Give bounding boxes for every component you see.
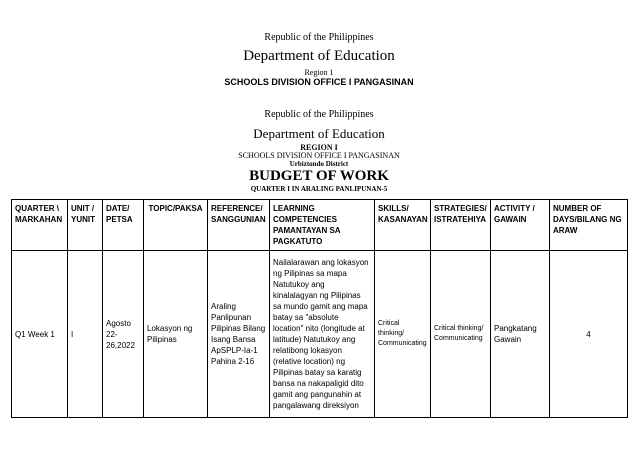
republic-text-1: Republic of the Philippines: [264, 32, 374, 43]
region-text-1: Region 1: [304, 68, 334, 77]
header-date: DATE/ PETSA: [103, 200, 144, 251]
cell-topic: Lokasyon ng Pilipinas: [144, 251, 208, 418]
header-unit: UNIT / YUNIT: [68, 200, 103, 251]
document-title: BUDGET OF WORK: [249, 168, 389, 184]
header-strategies: STRATEGIES/ ISTRATEHIYA: [431, 200, 491, 251]
cell-date: Agosto 22-26,2022: [103, 251, 144, 418]
cell-unit: I: [68, 251, 103, 418]
header-topic: TOPIC/PAKSA: [144, 200, 208, 251]
district-text: Urbiztondo District: [289, 160, 349, 168]
budget-table: [11, 199, 628, 418]
header-competencies: LEARNING COMPETENCIES PAMANTAYAN SA PAGKATUTO: [270, 200, 375, 251]
cell-activity: Pangkatang Gawain: [491, 251, 550, 418]
header-days: NUMBER OF DAYS/BILANG NG ARAW: [550, 200, 628, 251]
cell-days: 4: [550, 251, 628, 418]
quarter-subtitle: QUARTER I IN ARALING PANLIPUNAN-5: [250, 185, 388, 193]
cell-competencies: Nailalarawan ang lokasyon ng Pilipinas sa mapa Natutukoy ang kinalalagyan ng Pilipinas sa mundo gamit ang mapa batay sa "absolute location" nito (longitude at latitude) Natutukoy ang relatibong lokasyon (relative location) ng Pilipinas batay sa karatig bansa na nakapaligid dito gamit ang pangunahin at pangalawang direksiyon: [270, 251, 375, 418]
table-header-row: [12, 200, 628, 251]
header-reference: REFERENCE/ SANGGUNIAN: [208, 200, 270, 251]
cell-reference: Araling Panlipunan Pilipinas Bilang Isang Bansa ApSPLP-Ia-1 Pahina 2-16: [208, 251, 270, 418]
cell-quarter: Q1 Week 1: [12, 251, 68, 418]
header-activity: ACTIVITY / GAWAIN: [491, 200, 550, 251]
table-row: [12, 251, 628, 418]
region-text-2: REGION I: [300, 143, 338, 152]
republic-text-2: Republic of the Philippines: [264, 109, 374, 120]
header-skills: SKILLS/ KASANAYAN: [375, 200, 431, 251]
division-text-2: SCHOOLS DIVISION OFFICE I PANGASINAN: [238, 151, 400, 160]
division-text-1: SCHOOLS DIVISION OFFICE I PANGASINAN: [224, 77, 414, 87]
cell-skills: Critical thinking/ Communicating: [375, 251, 431, 418]
department-title-2: Department of Education: [253, 126, 385, 141]
department-title-1: Department of Education: [243, 48, 395, 64]
cell-strategies: Critical thinking/ Communicating: [431, 251, 491, 418]
header-quarter: QUARTER \ MARKAHAN: [12, 200, 68, 251]
